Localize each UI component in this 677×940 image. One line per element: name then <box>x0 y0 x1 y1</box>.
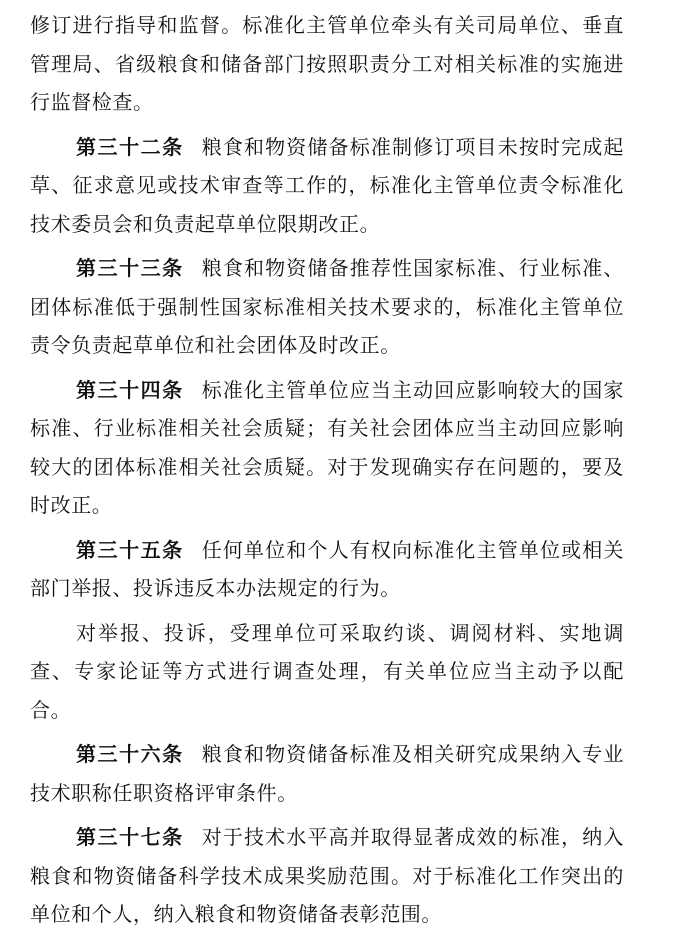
article-text: 粮食和物资储备标准制修订项目未按时完成起草、征求意见或技术审查等工作的，标准化主管单位责令标准化技术委员会和负责起草单位限期改正。 <box>30 134 625 236</box>
paragraph-continuation <box>30 6 624 122</box>
article-text: 标准化主管单位应当主动回应影响较大的国家标准、行业标准相关社会质疑；有关社会团体应当主动回应影响较大的团体标准相关社会质疑。对于发现确实存在问题的，要及时改正。 <box>30 377 625 517</box>
paragraph-text: 对举报、投诉，受理单位可采取约谈、调阅材料、实地调查、专家论证等方式进行调查处理，有关单位应当主动予以配合。 <box>30 620 624 722</box>
article-number: 第三十五条 <box>76 537 184 562</box>
article-32 <box>30 128 624 244</box>
document-page <box>30 6 624 940</box>
article-35-clause-2 <box>30 614 624 730</box>
article-number: 第三十六条 <box>76 742 184 766</box>
article-text: 粮食和物资储备标准及相关研究成果纳入专业技术职称任职资格评审条件。 <box>30 742 625 805</box>
article-34 <box>30 371 624 525</box>
article-number: 第三十七条 <box>76 825 184 849</box>
article-33 <box>30 249 624 365</box>
article-text: 对于技术水平高并取得显著成效的标准，纳入粮食和物资储备科学技术成果奖励范围。对于标准化工作突出的单位和个人，纳入粮食和物资储备表彰范围。 <box>30 825 625 926</box>
article-36 <box>30 735 624 812</box>
article-number: 第三十四条 <box>76 377 184 402</box>
article-number: 第三十三条 <box>76 256 184 280</box>
article-text: 任何单位和个人有权向标准化主管单位或相关部门举报、投诉违反本办法规定的行为。 <box>30 537 625 600</box>
article-number: 第三十二条 <box>76 134 184 159</box>
article-text: 粮食和物资储备推荐性国家标准、行业标准、团体标准低于强制性国家标准相关技术要求的，标准化主管单位责令负责起草单位和社会团体及时改正。 <box>30 256 625 357</box>
paragraph-text: 修订进行指导和监督。标准化主管单位牵头有关司局单位、垂直管理局、省级粮食和储备部门按照职责分工对相关标准的实施进行监督检查。 <box>30 13 624 114</box>
article-37 <box>30 818 624 934</box>
article-35 <box>30 531 624 608</box>
